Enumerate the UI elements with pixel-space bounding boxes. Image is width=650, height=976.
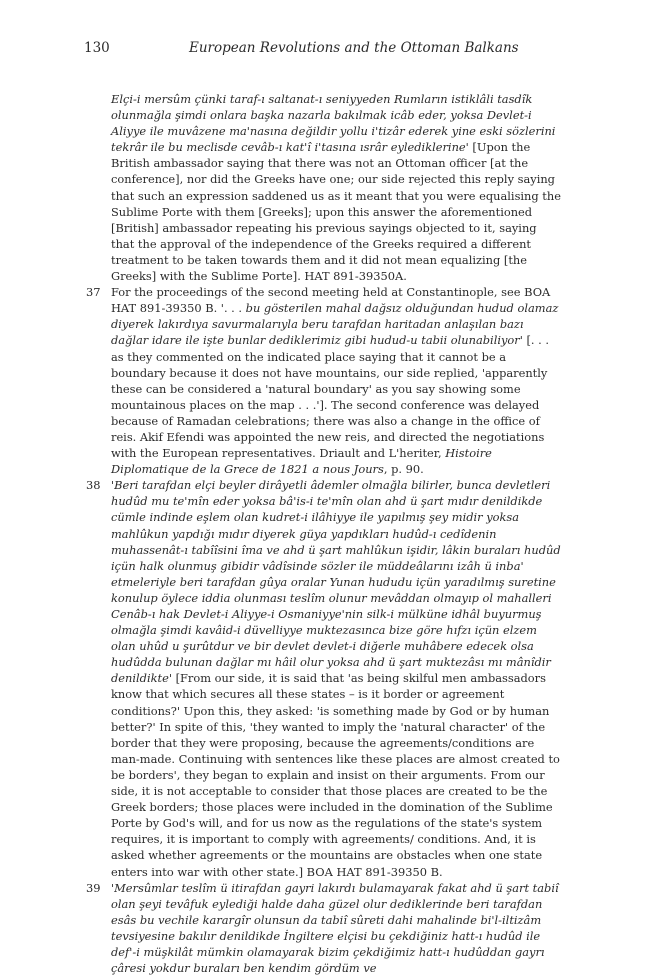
running-title: European Revolutions and the Ottoman Balkans (189, 40, 519, 56)
footnote-37 (86, 284, 562, 477)
footnote-text (111, 477, 562, 879)
footnote-39 (86, 880, 562, 976)
footnote-number: 38 (86, 478, 101, 493)
footnote-text (111, 284, 562, 477)
footnote-text-roman: , p. 90. (383, 462, 424, 477)
footnote-number: 39 (86, 880, 101, 895)
footnote-text-italic: Mersûmlar teslîm ü itirafdan gayri lakırdı bulamayarak fakat ahd ü şart tabiî olan şeyi tevâfuk eylediği halde daha güzel olur dediklerinde beri tarafdan esâs bu vechile karargîr olunsun da tabiî sûreti dahi mahalinde bi'l-iltizâm tevsiyesine bakılır denildikde İngiltere elçisi bu çekdiğiniz hatt-ı hudûd ile def'-i müşkilât mümkin olamayarak bizim çekdiğimiz hatt-ı hudûddan gayrı çâresi yokdur buraları ben kendim gördüm ve (111, 880, 559, 976)
footnote-text-italic: Histoire Diplomatique de la Grece de 1821 a nous Jours (111, 446, 492, 477)
footnote-text-roman: ' [Upon the British ambassador saying that there was not an Ottoman officer [at the conference], nor did the Greeks have one; our side rejected this reply saying that such an expression saddened us as it meant that you were equalising the Sublime Porte with them [Greeks]; upon this answer the aforementioned [British] ambassador repeating his previous sayings objected to it, saying that the approval of the independence of the Greeks required a different treatment to be taken towards them and it did not mean equalizing [the Greeks] with the Sublime Porte]. HAT 891-39350A. (111, 140, 561, 284)
footnote-text-roman: For the proceedings of the second meeting held at Constantinople, see BOA HAT 891-39350 B. '. . . (111, 285, 551, 316)
footnote-text-italic: Elçi-i mersûm çünki taraf-ı saltanat-ı seniyyeden Rumların istiklâli tasdîk olunmağla şimdi onlara başka nazarla bakılmak icâb eder, yoksa Devlet-i Aliyye ile muvâzene ma'nasına değildir yollu i'tizâr ederek yine eski sözlerini tekrâr ile bu meclisde cevâb-ı kat'î i'tasına ısrâr eylediklerine (111, 92, 556, 155)
footnote-text-roman: ' [. . . as they commented on the indicated place saying that it cannot be a boundary because it does not have mountains, our side replied, 'apparently these can be considered a 'natural boundary' as you say showing some mountainous places on the map . . .']. The second conference was delayed because of Ramadan celebrations; there was also a change in the office of reis. Akif Efendi was appointed the new reis, and directed the negotiations with the European representatives. Driault and L'heriter, (111, 333, 550, 461)
footnote-continued (86, 91, 562, 284)
footnote-text-roman: ' (111, 478, 115, 493)
footnote-number: 37 (86, 285, 101, 300)
footnote-38 (86, 477, 562, 879)
footnote-text-italic: bu gösterilen mahal dağsız olduğundan hudud olamaz diyerek lakırdıya savurmalarıyla beru tarafdan haritadan anlaşılan bazı dağlar idare ile işte bunlar dediklerimiz gibi hudud-u tabii olunabiliyor (111, 301, 559, 348)
footnote-text-roman: ' (111, 880, 115, 895)
footnote-text-roman: ' [From our side, it is said that 'as being skilful men ambassadors know that which secures all these states – is it border or agreement conditions?' Upon this, they asked: 'is something made by God or by human better?' In spite of this, 'they wanted to imply the 'natural character' of the border that they were proposing, because the agreements/conditions are man-made. Continuing with sentences like these places are almost created to be borders', they began to explain and insist on their arguments. From our side, it is not acceptable to consider that those places are created to be the Greek borders; those places were included in the domination of the Sublime Porte by God's will, and for us now as the regulations of the state's system requires, it is important to comply with agreements/ conditions. And, it is asked whether agreements or the mountains are obstacles when one state enters into war with other state.] BOA HAT 891-39350 B. (111, 671, 560, 879)
page-header (84, 40, 580, 60)
footnote-text-italic: Beri tarafdan elçi beyler dirâyetli âdemler olmağla bilirler, bunca devletleri hudûd mu te'mîn eder yoksa bâ'is-i te'mîn olan ahd ü şart mıdır denildikde cümle indinde eşlem olan kudret-i ilâhiyye ile yapılmış şey midir yoksa mahlûkun yapdığı mıdır diyerek güya yapdıkları hudûd-ı cedîdenin muhassenât-ı tabîîsini îma ve ahd ü şart mahlûkun işidir, lâkin buraları hudûd içün halk olunmuş gibidir vâdîsinde sözler ile müddeâlarını izâh ü inba' etmeleriyle beri tarafdan gûya oralar Yunan hududu içün yaradılmış suretine konulup öylece iddia olunması teslîm olunur mevâddan olmayıp ol mahalleri Cenâb-ı hak Devlet-i Aliyye-i Osmaniyye'nin silk-i mülküne idhâl buyurmuş olmağla şimdi kavâid-i düvelliyye muktezasınca bize göre hıfzı içün elzem olan uhûd u şurûtdur ve bir devlet devlet-i diğerle muhâbere edecek olsa hudûdda bulunan dağlar mı hâil olur yoksa ahd ü şart muktezâsı mı mânîdir denildikte (111, 478, 561, 686)
footnotes (86, 91, 562, 976)
page-number: 130 (84, 40, 110, 56)
footnote-text (111, 880, 562, 976)
footnote-text (111, 91, 562, 284)
